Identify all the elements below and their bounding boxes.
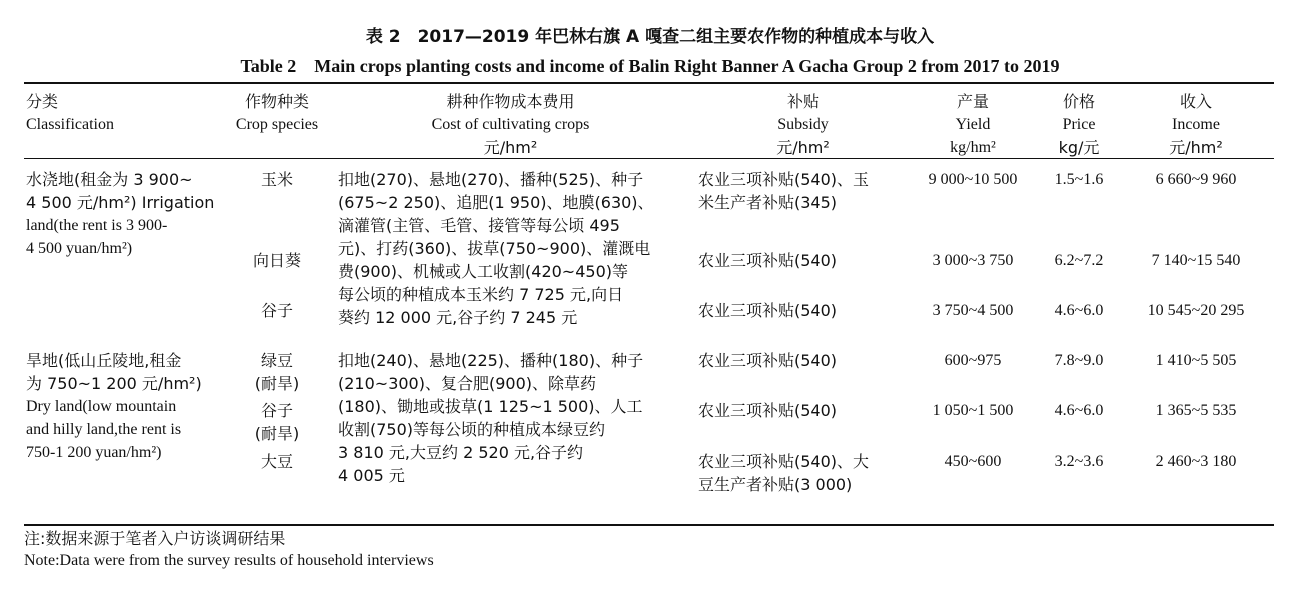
subsidy-cell	[698, 299, 908, 322]
header-income-cn: 收入	[1179, 92, 1212, 111]
crop-name	[222, 399, 332, 445]
header-income-unit: 元/hm²	[1169, 138, 1223, 157]
subsidy-cell	[698, 450, 908, 496]
crop-name-line: 绿豆	[260, 351, 293, 370]
subsidy-line: 农业三项补贴(540)、大	[698, 452, 870, 471]
header-classification-en: Classification	[26, 116, 114, 133]
header-income	[1118, 90, 1274, 159]
income-cell: 10 545~20 295	[1147, 302, 1245, 319]
table-title-en: Table 2 Main crops planting costs and income of Balin Right Banner A Gacha Group 2 from 2017 to 2019	[240, 56, 1060, 76]
income-cell: 6 660~9 960	[1155, 171, 1237, 188]
group2-classification-line: 为 750~1 200 元/hm²)	[26, 374, 202, 393]
header-price-unit: kg/元	[1058, 138, 1100, 157]
group2-classification	[26, 349, 206, 464]
header-classification-cn: 分类	[26, 92, 59, 111]
header-subsidy-en: Subsidy	[777, 116, 829, 133]
subsidy-line: 农业三项补贴(540)	[698, 401, 838, 420]
subsidy-line: 农业三项补贴(540)	[698, 301, 838, 320]
crop-name-line: (耐旱)	[254, 424, 300, 443]
group1-classification-line: land(the rent is 3 900-	[26, 217, 168, 234]
group1-cost-line: 滴灌管(主管、毛管、接管等每公顷 495	[338, 216, 620, 235]
header-yield-unit: kg/hm²	[950, 139, 996, 156]
crop-name: 玉米	[260, 170, 293, 189]
income-cell: 1 365~5 535	[1155, 402, 1237, 419]
header-subsidy	[698, 90, 908, 159]
group1-classification-line: 4 500 yuan/hm²)	[26, 240, 133, 257]
yield-cell: 450~600	[944, 453, 1002, 470]
income-cell: 2 460~3 180	[1155, 453, 1237, 470]
subsidy-line: 农业三项补贴(540)	[698, 251, 838, 270]
crop-name-line: 谷子	[260, 401, 293, 420]
group1-cost-line: 每公顷的种植成本玉米约 7 725 元,向日	[338, 285, 624, 304]
header-crop-cn: 作物种类	[244, 92, 309, 111]
group2-cost	[338, 349, 683, 487]
group1-cost	[338, 168, 683, 329]
subsidy-cell	[698, 349, 908, 372]
header-crop-en: Crop species	[235, 116, 319, 133]
group1-cost-line: 元)、打药(360)、拔草(750~900)、灌溉电	[338, 239, 651, 258]
price-cell: 7.8~9.0	[1054, 352, 1104, 369]
header-cost-en: Cost of cultivating crops	[431, 116, 590, 133]
group1-classification-line: 4 500 元/hm²) Irrigation	[26, 193, 215, 212]
group2-cost-line: 收割(750)等每公顷的种植成本绿豆约	[338, 420, 606, 439]
group2-classification-line: 旱地(低山丘陵地,租金	[26, 351, 182, 370]
crop-name-line: (耐旱)	[254, 374, 300, 393]
subsidy-line: 农业三项补贴(540)	[698, 351, 838, 370]
crop-name	[222, 349, 332, 395]
price-cell: 3.2~3.6	[1054, 453, 1104, 470]
subsidy-cell	[698, 399, 908, 422]
header-price-cn: 价格	[1062, 92, 1095, 111]
header-income-en: Income	[1172, 116, 1220, 133]
header-subsidy-cn: 补贴	[786, 92, 819, 111]
group2-cost-line: 4 005 元	[338, 466, 405, 485]
subsidy-line: 米生产者补贴(345)	[698, 193, 838, 212]
group1-cost-line: 扣地(270)、悬地(270)、播种(525)、种子	[338, 170, 644, 189]
price-cell: 6.2~7.2	[1054, 252, 1104, 269]
group2-classification-line: Dry land(low mountain	[26, 398, 177, 415]
group2-classification-line: and hilly land,the rent is	[26, 421, 182, 438]
yield-cell: 3 000~3 750	[932, 252, 1014, 269]
group1-classification-line: 水浇地(租金为 3 900~	[26, 170, 193, 189]
income-cell: 1 410~5 505	[1155, 352, 1237, 369]
yield-cell: 1 050~1 500	[932, 402, 1014, 419]
yield-cell: 3 750~4 500	[932, 302, 1014, 319]
price-cell: 4.6~6.0	[1054, 402, 1104, 419]
bottom-rule	[24, 524, 1274, 526]
yield-cell: 600~975	[944, 352, 1002, 369]
group2-cost-line: 扣地(240)、悬地(225)、播种(180)、种子	[338, 351, 644, 370]
top-rule	[24, 82, 1274, 84]
yield-cell: 9 000~10 500	[928, 171, 1018, 188]
crop-name: 谷子	[260, 301, 293, 320]
header-crop	[222, 90, 332, 136]
header-subsidy-unit: 元/hm²	[776, 138, 830, 157]
group2-classification-line: 750-1 200 yuan/hm²)	[26, 444, 162, 461]
group1-cost-line: 葵约 12 000 元,谷子约 7 245 元	[338, 308, 578, 327]
group1-classification	[26, 168, 215, 260]
table-note-en: Note:Data were from the survey results of household interviews	[24, 552, 434, 569]
header-classification	[26, 90, 206, 136]
header-yield-cn: 产量	[956, 92, 989, 111]
crop-name: 大豆	[260, 452, 293, 471]
subsidy-cell	[698, 168, 908, 214]
table-title-cn: 表 2 2017—2019 年巴林右旗 A 嘎查二组主要农作物的种植成本与收入	[365, 27, 935, 47]
group1-cost-line: (675~2 250)、追肥(1 950)、地膜(630)、	[338, 193, 654, 212]
group2-cost-line: 3 810 元,大豆约 2 520 元,谷子约	[338, 443, 584, 462]
header-cost-unit: 元/hm²	[483, 138, 538, 157]
header-yield	[906, 90, 1040, 159]
crop-name: 向日葵	[252, 251, 301, 270]
price-cell: 1.5~1.6	[1054, 171, 1104, 188]
subsidy-line: 农业三项补贴(540)、玉	[698, 170, 870, 189]
group2-cost-line: (180)、锄地或拔草(1 125~1 500)、人工	[338, 397, 643, 416]
header-yield-en: Yield	[955, 116, 991, 133]
subsidy-line: 豆生产者补贴(3 000)	[698, 475, 853, 494]
income-cell: 7 140~15 540	[1151, 252, 1241, 269]
header-cost	[338, 90, 683, 159]
table-note-cn: 注:数据来源于笔者入户访谈调研结果	[24, 529, 286, 548]
price-cell: 4.6~6.0	[1054, 302, 1104, 319]
group1-cost-line: 费(900)、机械或人工收割(420~450)等	[338, 262, 628, 281]
header-price-en: Price	[1062, 116, 1096, 133]
header-cost-cn: 耕种作物成本费用	[446, 92, 575, 111]
subsidy-cell	[698, 249, 908, 272]
group2-cost-line: (210~300)、复合肥(900)、除草药	[338, 374, 596, 393]
header-price	[1040, 90, 1118, 159]
